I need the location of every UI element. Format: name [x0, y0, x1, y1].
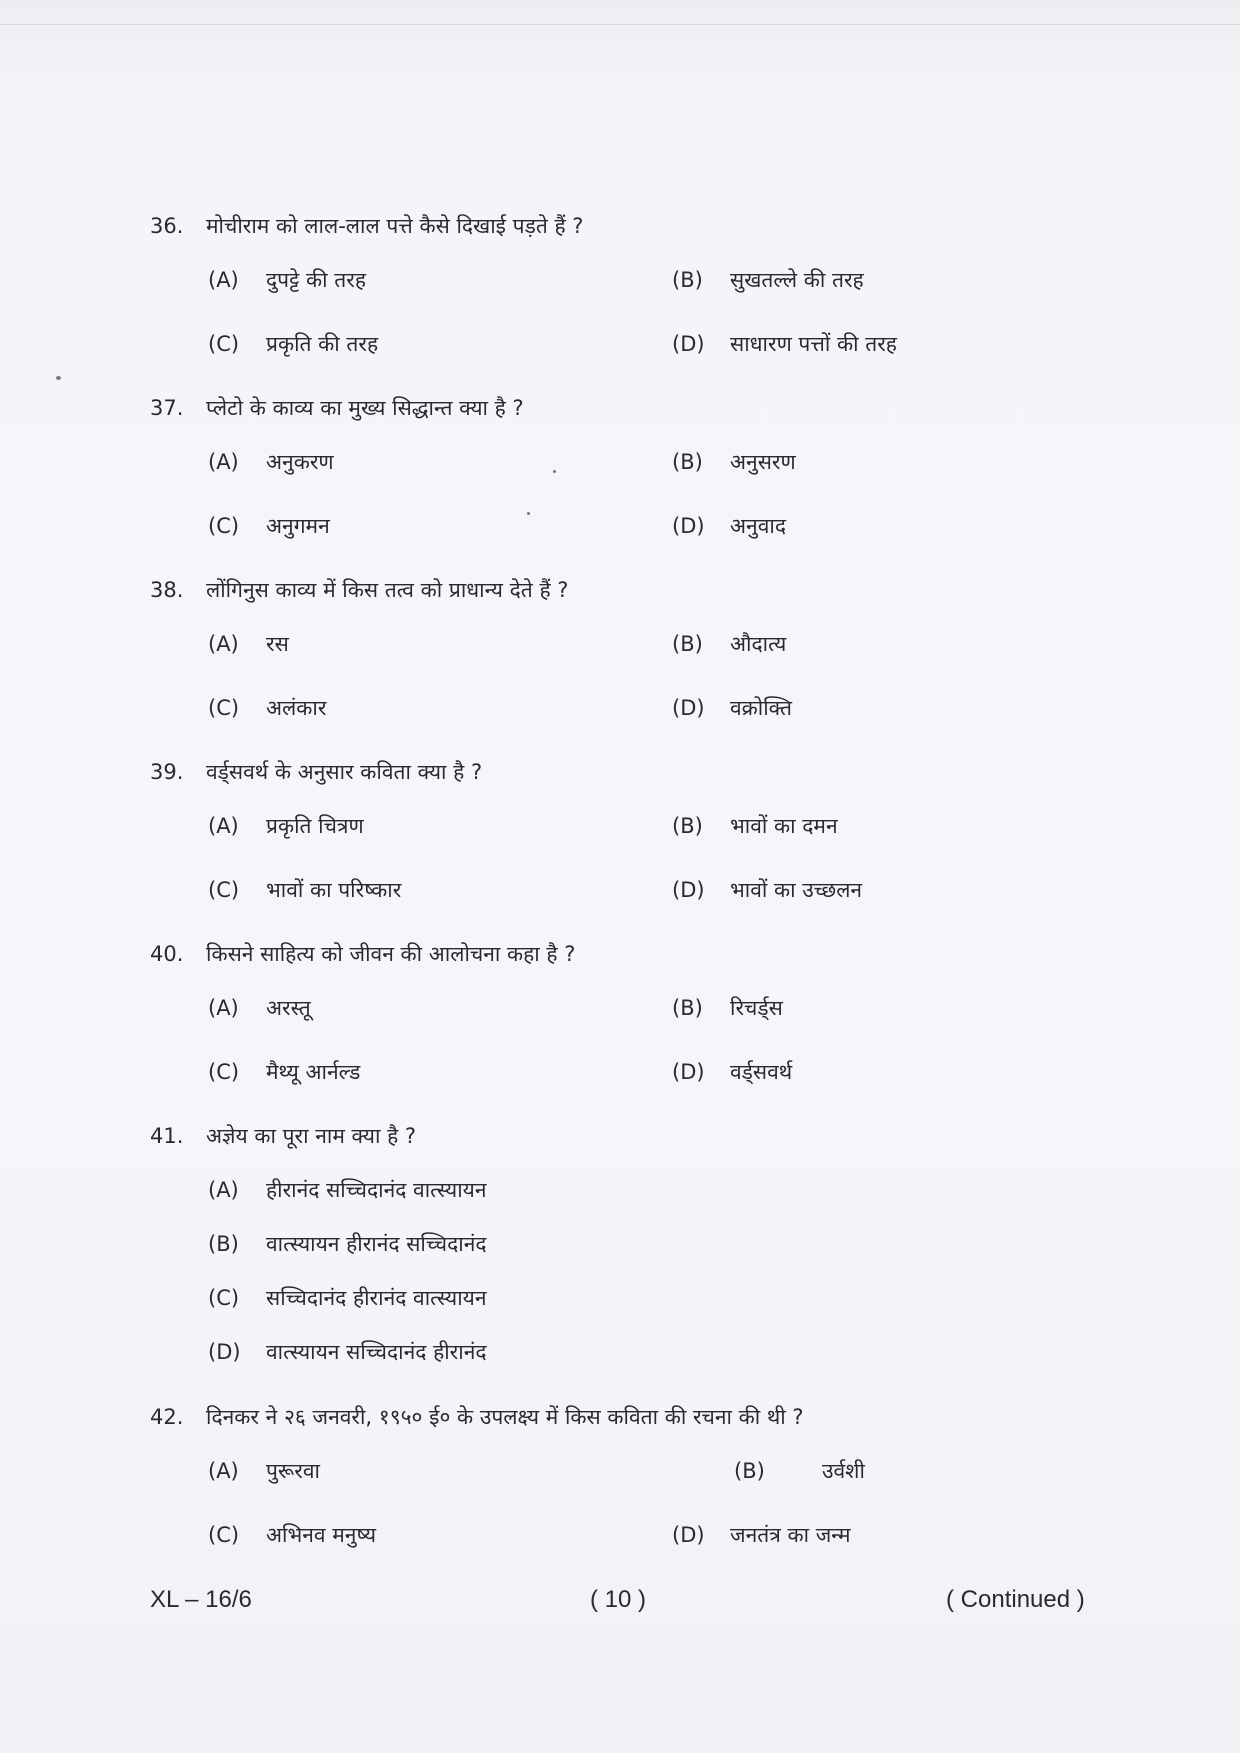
option-text: भावों का परिष्कार [266, 878, 402, 902]
option-37-b [672, 448, 796, 476]
paper-code: XL – 16/6 [150, 1586, 252, 1613]
option-39-a [208, 812, 364, 840]
option-text: वात्स्यायन सच्चिदानंद हीरानंद [266, 1340, 487, 1364]
option-text: वर्ड्सवर्थ [730, 1060, 793, 1084]
question-37 [150, 394, 524, 422]
question-text: मोचीराम को लाल-लाल पत्ते कैसे दिखाई पड़ते हैं ? [206, 214, 584, 238]
option-label: (C) [208, 1286, 240, 1310]
option-text: वक्रोक्ति [730, 696, 792, 720]
scan-speck [527, 512, 530, 515]
continued-note: ( Continued ) [946, 1586, 1085, 1613]
question-39 [150, 758, 482, 786]
option-text: अनुवाद [730, 514, 786, 538]
question-text: प्लेटो के काव्य का मुख्य सिद्धान्त क्या है ? [206, 396, 524, 420]
option-41-d [208, 1338, 487, 1366]
option-label: (D) [672, 1523, 705, 1547]
option-38-b [672, 630, 786, 658]
option-text: अरस्तू [266, 996, 311, 1020]
scan-speck [56, 376, 61, 380]
option-label: (C) [208, 514, 240, 538]
question-text: किसने साहित्य को जीवन की आलोचना कहा है ? [206, 942, 576, 966]
scan-speck [553, 470, 556, 473]
option-text: जनतंत्र का जन्म [730, 1523, 851, 1547]
option-text: प्रकृति चित्रण [266, 814, 364, 838]
question-41 [150, 1122, 416, 1150]
option-41-c [208, 1284, 487, 1312]
page-top-edge [0, 24, 1240, 25]
option-38-d [672, 694, 792, 722]
question-40 [150, 940, 575, 968]
option-40-c [208, 1058, 360, 1086]
option-label: (D) [672, 1060, 705, 1084]
option-text: दुपट्टे की तरह [266, 268, 366, 292]
option-label: (D) [672, 332, 705, 356]
option-37-d [672, 512, 786, 540]
option-label: (A) [208, 1178, 239, 1202]
option-38-a [208, 630, 289, 658]
question-number: 36. [150, 214, 184, 238]
option-37-c [208, 512, 330, 540]
option-41-b [208, 1230, 487, 1258]
option-text: प्रकृति की तरह [266, 332, 379, 356]
option-text: उर्वशी [822, 1459, 865, 1483]
option-text: मैथ्यू आर्नल्ड [266, 1060, 361, 1084]
question-number: 39. [150, 760, 184, 784]
option-36-b [672, 266, 864, 294]
option-label: (B) [672, 632, 703, 656]
option-40-a [208, 994, 311, 1022]
option-text: सुखतल्ले की तरह [730, 268, 864, 292]
option-label: (A) [208, 632, 239, 656]
question-text: लोंगिनुस काव्य में किस तत्व को प्राधान्य देते हैं ? [206, 578, 569, 602]
option-label: (C) [208, 696, 240, 720]
option-39-b [672, 812, 838, 840]
option-label: (B) [208, 1232, 239, 1256]
option-label: (D) [672, 878, 705, 902]
option-label: (A) [208, 268, 239, 292]
question-text: दिनकर ने २६ जनवरी, १९५० ई० के उपलक्ष्य में किस कविता की रचना की थी ? [206, 1405, 804, 1429]
option-39-d [672, 876, 862, 904]
option-36-a [208, 266, 366, 294]
option-37-a [208, 448, 334, 476]
option-label: (B) [734, 1459, 765, 1483]
question-number: 42. [150, 1405, 184, 1429]
option-text: रिचर्ड्स [730, 996, 783, 1020]
option-label: (C) [208, 1523, 240, 1547]
option-42-c [208, 1521, 376, 1549]
question-36 [150, 212, 583, 240]
option-39-c [208, 876, 401, 904]
option-text: औदात्य [730, 632, 787, 656]
option-label: (D) [672, 696, 705, 720]
option-label: (A) [208, 814, 239, 838]
option-label: (C) [208, 332, 240, 356]
option-text: भावों का दमन [730, 814, 838, 838]
question-number: 41. [150, 1124, 184, 1148]
question-text: वर्ड्सवर्थ के अनुसार कविता क्या है ? [206, 760, 483, 784]
question-number: 40. [150, 942, 184, 966]
option-label: (C) [208, 878, 240, 902]
option-text: सच्चिदानंद हीरानंद वात्स्यायन [266, 1286, 487, 1310]
question-42 [150, 1403, 804, 1431]
page-number: ( 10 ) [590, 1586, 647, 1613]
option-label: (B) [672, 814, 703, 838]
option-38-c [208, 694, 326, 722]
option-text: पुरूरवा [266, 1459, 320, 1483]
option-36-d [672, 330, 897, 358]
option-40-d [672, 1058, 792, 1086]
option-label: (A) [208, 450, 239, 474]
option-42-b [734, 1457, 865, 1485]
option-text: हीरानंद सच्चिदानंद वात्स्यायन [266, 1178, 487, 1202]
question-38 [150, 576, 568, 604]
option-42-a [208, 1457, 320, 1485]
question-text: अज्ञेय का पूरा नाम क्या है ? [206, 1124, 417, 1148]
option-label: (D) [208, 1340, 241, 1364]
option-label: (C) [208, 1060, 240, 1084]
option-label: (B) [672, 996, 703, 1020]
option-41-a [208, 1176, 487, 1204]
option-text: अभिनव मनुष्य [266, 1523, 377, 1547]
option-text: रस [266, 632, 289, 656]
option-40-b [672, 994, 783, 1022]
option-text: भावों का उच्छलन [730, 878, 863, 902]
option-label: (A) [208, 996, 239, 1020]
option-text: वात्स्यायन हीरानंद सच्चिदानंद [266, 1232, 487, 1256]
option-text: साधारण पत्तों की तरह [730, 332, 897, 356]
option-36-c [208, 330, 378, 358]
question-number: 38. [150, 578, 184, 602]
option-label: (B) [672, 268, 703, 292]
option-label: (D) [672, 514, 705, 538]
option-text: अलंकार [266, 696, 327, 720]
option-text: अनुसरण [730, 450, 796, 474]
option-42-d [672, 1521, 851, 1549]
question-number: 37. [150, 396, 184, 420]
option-text: अनुगमन [266, 514, 330, 538]
option-text: अनुकरण [266, 450, 334, 474]
option-label: (B) [672, 450, 703, 474]
option-label: (A) [208, 1459, 239, 1483]
